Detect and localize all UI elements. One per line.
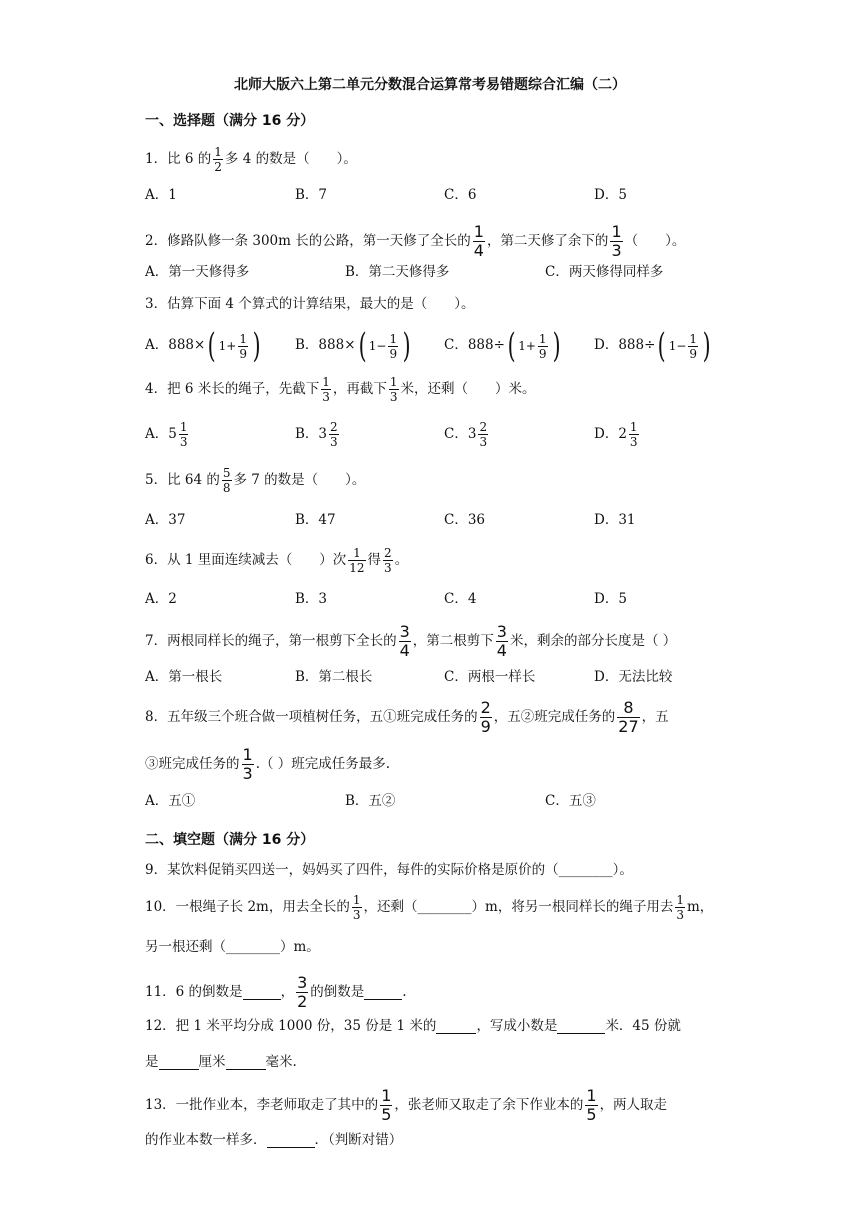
answer-blank[interactable]	[226, 1055, 266, 1070]
option-a[interactable]: A． 5 $\frac{1}{3}$	[145, 420, 188, 449]
option-c[interactable]: C．五③	[545, 793, 596, 809]
question-12: 12．把 1 米平均分成 1000 份，35 份是 1 米的 ，写成小数是 米．45 份就	[145, 1017, 681, 1034]
question-8-cont: ③班完成任务的 $\frac{1}{3}$ .（ ）班完成任务最多.	[145, 745, 391, 783]
question-2: 2．修路队修一条 300m 长的公路，第一天修了全长的 $\frac{1}{4}$ ，第二天修了余下的 $\frac{1}{3}$ （ ）。	[145, 222, 686, 260]
page-title: 北师大版六上第二单元分数混合运算常考易错题综合汇编（二）	[234, 77, 626, 93]
answer-blank[interactable]	[364, 985, 402, 1000]
section-heading-choice: 一、选择题（满分 16 分）	[145, 113, 315, 129]
question-5: 5．比 64 的 $\frac{5}{8}$ 多 7 的数是（ ）。	[145, 466, 366, 495]
question-13: 13．一批作业本，李老师取走了其中的 $\frac{1}{5}$ ，张老师又取走了余下作业本的 $\frac{1}{5}$ ，两人取走	[145, 1086, 668, 1124]
answer-blank[interactable]	[436, 1019, 476, 1034]
fraction: $\frac{1}{4}$	[473, 222, 484, 260]
option-b[interactable]: B．五②	[345, 793, 396, 809]
fraction: $\frac{5}{8}$	[222, 466, 231, 495]
option-d[interactable]: D． 2 $\frac{1}{3}$	[594, 420, 638, 449]
fraction: $\frac{1}{5}$	[381, 1086, 392, 1124]
option-c[interactable]: C．6	[444, 187, 477, 203]
option-d[interactable]: D．5	[594, 591, 627, 607]
question-7: 7．两根同样长的绳子，第一根剪下全长的 $\frac{3}{4}$ ，第二根剪下 $\frac{3}{4}$ 米，剩余的部分长度是（ ）	[145, 622, 677, 660]
fraction: $\frac{1}{3}$	[611, 222, 622, 260]
fraction: $\frac{2}{9}$	[480, 698, 491, 736]
fraction: $\frac{3}{4}$	[399, 622, 410, 660]
option-c[interactable]: C． 888÷ ( 1+ $\frac{1}{9}$ )	[444, 326, 561, 366]
fraction: $\frac{1}{3}$	[389, 375, 398, 404]
option-a[interactable]: A．37	[145, 512, 186, 528]
option-c[interactable]: C．4	[444, 591, 477, 607]
option-a[interactable]: A．五①	[145, 793, 196, 809]
option-c[interactable]: C．两根一样长	[444, 669, 536, 685]
option-c[interactable]: C． 3 $\frac{2}{3}$	[444, 420, 488, 449]
question-10-cont: 另一根还剩（________）m。	[145, 939, 320, 955]
question-10: 10．一根绳子长 2m，用去全长的 $\frac{1}{3}$ ，还剩（________）m，将另一根同样长的绳子用去 $\frac{1}{3}$ m，	[145, 893, 714, 922]
option-a[interactable]: A．2	[145, 591, 177, 607]
option-b[interactable]: B．3	[295, 591, 328, 607]
answer-blank[interactable]	[243, 985, 281, 1000]
answer-blank[interactable]	[267, 1133, 315, 1148]
question-9: 9．某饮料促销买四送一，妈妈买了四件，每件的实际价格是原价的（________）。	[145, 862, 633, 878]
question-1: 1．比 6 的 $\frac{1}{2}$ 多 4 的数是（ ）。	[145, 145, 357, 174]
option-a[interactable]: A．1	[145, 187, 177, 203]
option-b[interactable]: B． 3 $\frac{2}{3}$	[295, 420, 338, 449]
fraction: $\frac{1}{5}$	[586, 1086, 597, 1124]
option-b[interactable]: B．47	[295, 512, 336, 528]
option-d[interactable]: D．31	[594, 512, 636, 528]
fraction: $\frac{3}{4}$	[496, 622, 507, 660]
option-d[interactable]: D．5	[594, 187, 627, 203]
fraction: $\frac{1}{3}$	[676, 893, 684, 922]
option-b[interactable]: B．第二天修得多	[345, 264, 450, 280]
question-13-cont: 的作业本数一样多． ．（判断对错）	[145, 1131, 403, 1148]
fraction: $\frac{1}{2}$	[214, 145, 222, 174]
option-d[interactable]: D． 888÷ ( 1− $\frac{1}{9}$ )	[594, 326, 711, 366]
option-d[interactable]: D．无法比较	[594, 669, 673, 685]
option-c[interactable]: C．两天修得同样多	[545, 264, 664, 280]
option-a[interactable]: A．第一根长	[145, 669, 223, 685]
section-heading-fill: 二、填空题（满分 16 分）	[145, 832, 315, 848]
answer-blank[interactable]	[159, 1055, 199, 1070]
option-b[interactable]: B．第二根长	[295, 669, 373, 685]
question-3: 3．估算下面 4 个算式的计算结果，最大的是（ ）。	[145, 296, 475, 312]
answer-blank[interactable]	[557, 1019, 605, 1034]
option-a[interactable]: A．第一天修得多	[145, 264, 250, 280]
option-c[interactable]: C．36	[444, 512, 486, 528]
question-6: 6．从 1 里面连续减去（ ）次 $\frac{1}{12}$ 得 $\frac{2}{3}$ 。	[145, 546, 409, 575]
question-8: 8．五年级三个班合做一项植树任务，五①班完成任务的 $\frac{2}{9}$ ，五②班完成任务的 $\frac{8}{27}$ ，五	[145, 698, 669, 736]
fraction: $\frac{3}{2}$	[297, 973, 308, 1011]
question-11: 11．6 的倒数是 ， $\frac{3}{2}$ 的倒数是 .	[145, 973, 407, 1011]
fraction: $\frac{1}{12}$	[349, 546, 365, 575]
question-12-cont: 是 厘米 毫米.	[145, 1053, 297, 1070]
option-a[interactable]: A． 888× ( 1+ $\frac{1}{9}$ )	[145, 326, 261, 366]
fraction: $\frac{2}{3}$	[384, 546, 392, 575]
option-b[interactable]: B． 888× ( 1− $\frac{1}{9}$ )	[295, 326, 411, 366]
fraction: $\frac{1}{3}$	[322, 375, 330, 404]
question-4: 4．把 6 米长的绳子，先截下 $\frac{1}{3}$ ，再截下 $\frac{1}{3}$ 米，还剩（ ）米。	[145, 375, 536, 404]
fraction: $\frac{8}{27}$	[618, 698, 639, 736]
fraction: $\frac{1}{3}$	[352, 893, 361, 922]
fraction: $\frac{1}{3}$	[242, 745, 253, 783]
option-b[interactable]: B．7	[295, 187, 328, 203]
